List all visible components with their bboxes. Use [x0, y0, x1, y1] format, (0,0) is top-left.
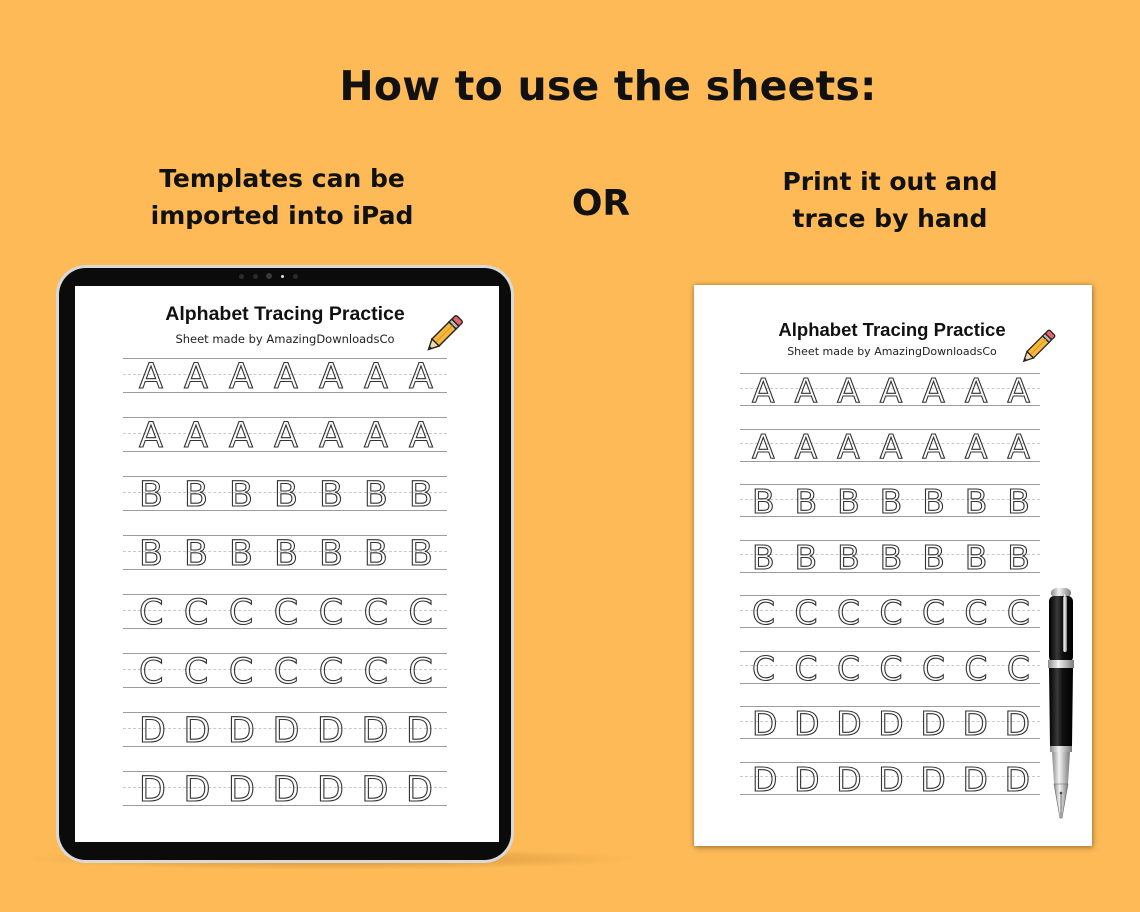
trace-letter: C	[836, 593, 861, 632]
trace-letter: C	[318, 652, 344, 692]
trace-letter: D	[878, 704, 904, 743]
trace-letter: A	[184, 357, 208, 397]
trace-letter: D	[361, 770, 389, 810]
trace-letter: C	[408, 652, 433, 692]
page-title: How to use the sheets:	[339, 62, 877, 110]
tracing-row	[740, 426, 1040, 466]
print-caption	[740, 163, 1040, 237]
trace-letter: A	[319, 416, 343, 456]
trace-letter: C	[273, 652, 299, 692]
trace-letter: B	[922, 537, 945, 577]
trace-letter: A	[752, 426, 775, 466]
or-label: OR	[571, 183, 631, 224]
trace-letter: B	[794, 537, 818, 577]
trace-letter: A	[274, 357, 298, 397]
trace-letter: D	[406, 770, 433, 810]
tracing-row	[123, 593, 447, 633]
trace-letter: C	[273, 593, 299, 633]
trace-letter: B	[228, 534, 253, 574]
trace-letter: C	[228, 652, 254, 692]
trace-letter: A	[409, 357, 433, 397]
ipad-camera	[239, 273, 301, 281]
trace-letter: B	[1007, 537, 1030, 577]
tracing-row	[123, 534, 447, 574]
trace-letter: A	[1007, 426, 1030, 466]
print-caption-line-1: Print it out and	[782, 167, 998, 196]
trace-letter: D	[139, 770, 166, 810]
trace-letter: C	[318, 593, 344, 633]
ipad-screen	[75, 286, 499, 842]
tracing-row	[740, 648, 1040, 688]
trace-letter: C	[139, 652, 164, 692]
worksheet-subtitle: Sheet made by AmazingDownloadsCo	[175, 332, 395, 346]
fountain-pen-icon	[1042, 586, 1082, 822]
trace-letter: B	[837, 537, 860, 577]
print-caption-line-2: trace by hand	[792, 204, 988, 233]
tracing-row	[740, 537, 1040, 577]
trace-letter: A	[364, 416, 388, 456]
trace-letter: D	[836, 704, 862, 743]
trace-letter: C	[1006, 648, 1030, 688]
ipad-caption-line-1: Templates can be	[159, 164, 405, 193]
trace-letter: B	[964, 537, 988, 577]
worksheet-paper	[694, 285, 1092, 846]
trace-letter: B	[318, 475, 343, 515]
tracing-rows	[123, 358, 447, 830]
trace-letter: C	[363, 652, 389, 692]
trace-letter: B	[139, 475, 164, 515]
trace-letter: C	[879, 648, 903, 688]
trace-letter: B	[363, 475, 388, 515]
trace-letter: D	[228, 711, 255, 751]
trace-letter: B	[752, 482, 775, 521]
trace-letter: D	[228, 770, 255, 810]
trace-letter: C	[964, 648, 988, 688]
trace-letter: D	[1004, 759, 1030, 799]
trace-letter: A	[184, 416, 208, 456]
trace-letter: B	[228, 475, 253, 515]
trace-letter: C	[228, 593, 254, 633]
trace-letter: C	[183, 593, 209, 633]
trace-letter: C	[794, 593, 818, 632]
tracing-row	[123, 711, 447, 751]
trace-letter: A	[837, 426, 860, 466]
trace-letter: A	[229, 416, 253, 456]
worksheet-title: Alphabet Tracing Practice	[778, 319, 1006, 340]
trace-letter: A	[794, 426, 818, 466]
trace-letter: A	[139, 416, 163, 456]
trace-letter: B	[408, 534, 433, 574]
trace-letter: B	[1007, 482, 1030, 521]
trace-letter: D	[962, 759, 988, 799]
trace-letter: D	[794, 759, 820, 799]
trace-letter: C	[139, 593, 164, 633]
trace-letter: D	[794, 704, 820, 743]
trace-letter: D	[317, 711, 344, 751]
trace-letter: D	[272, 770, 300, 810]
trace-letter: C	[1006, 593, 1030, 632]
trace-letter: D	[962, 704, 988, 743]
trace-letter: A	[794, 371, 818, 410]
tracing-row	[123, 475, 447, 515]
trace-letter: D	[752, 759, 778, 799]
tracing-row	[123, 416, 447, 456]
trace-letter: D	[878, 759, 904, 799]
pencil-icon	[1016, 325, 1060, 369]
trace-letter: A	[319, 357, 343, 397]
ipad-caption-line-2: imported into iPad	[150, 201, 414, 230]
trace-letter: A	[364, 357, 388, 397]
trace-letter: D	[752, 704, 778, 743]
trace-letter: C	[836, 648, 861, 688]
trace-letter: A	[139, 357, 163, 397]
tracing-row	[123, 770, 447, 810]
trace-letter: B	[879, 482, 903, 521]
trace-letter: B	[318, 534, 343, 574]
worksheet-title: Alphabet Tracing Practice	[165, 303, 405, 325]
tracing-row	[740, 593, 1040, 632]
ipad-caption	[132, 160, 432, 234]
trace-letter: C	[794, 648, 818, 688]
trace-letter: B	[363, 534, 388, 574]
trace-letter: A	[229, 357, 253, 397]
trace-letter: A	[964, 371, 988, 410]
trace-letter: D	[836, 759, 862, 799]
trace-letter: B	[273, 534, 298, 574]
trace-letter: C	[752, 648, 776, 688]
tracing-row	[740, 704, 1040, 743]
trace-letter: D	[139, 711, 166, 751]
trace-letter: A	[837, 371, 860, 410]
trace-letter: B	[752, 537, 775, 577]
trace-letter: B	[922, 482, 945, 521]
pencil-icon	[420, 310, 468, 358]
trace-letter: C	[879, 593, 903, 632]
trace-letter: B	[273, 475, 298, 515]
trace-letter: B	[964, 482, 988, 521]
trace-letter: A	[1007, 371, 1030, 410]
trace-letter: C	[408, 593, 433, 633]
trace-letter: C	[363, 593, 389, 633]
tracing-rows	[740, 373, 1040, 817]
trace-letter: A	[879, 371, 903, 410]
trace-letter: C	[964, 593, 988, 632]
tracing-row	[123, 652, 447, 692]
trace-letter: D	[406, 711, 433, 751]
trace-letter: C	[921, 593, 945, 632]
trace-letter: D	[920, 704, 946, 743]
trace-letter: B	[183, 475, 208, 515]
tracing-row	[740, 371, 1040, 410]
ipad-bezel	[59, 268, 511, 860]
tracing-row	[740, 482, 1040, 521]
trace-letter: B	[794, 482, 818, 521]
ipad-device	[56, 265, 514, 863]
trace-letter: B	[879, 537, 903, 577]
trace-letter: B	[408, 475, 433, 515]
trace-letter: D	[920, 759, 946, 799]
trace-letter: D	[272, 711, 300, 751]
tracing-row	[123, 357, 447, 397]
trace-letter: A	[879, 426, 903, 466]
trace-letter: B	[183, 534, 208, 574]
trace-letter: A	[274, 416, 298, 456]
trace-letter: A	[922, 426, 945, 466]
worksheet-subtitle: Sheet made by AmazingDownloadsCo	[787, 345, 997, 358]
trace-letter: A	[922, 371, 945, 410]
trace-letter: B	[139, 534, 164, 574]
trace-letter: C	[752, 593, 776, 632]
trace-letter: D	[361, 711, 389, 751]
trace-letter: A	[964, 426, 988, 466]
tracing-row	[740, 759, 1040, 799]
trace-letter: D	[1004, 704, 1030, 743]
trace-letter: C	[183, 652, 209, 692]
trace-letter: C	[921, 648, 945, 688]
printed-sheet	[694, 285, 1092, 846]
trace-letter: B	[837, 482, 860, 521]
trace-letter: A	[409, 416, 433, 456]
trace-letter: A	[752, 371, 775, 410]
trace-letter: D	[183, 770, 211, 810]
worksheet-ipad	[75, 286, 499, 842]
trace-letter: D	[317, 770, 344, 810]
trace-letter: D	[183, 711, 211, 751]
